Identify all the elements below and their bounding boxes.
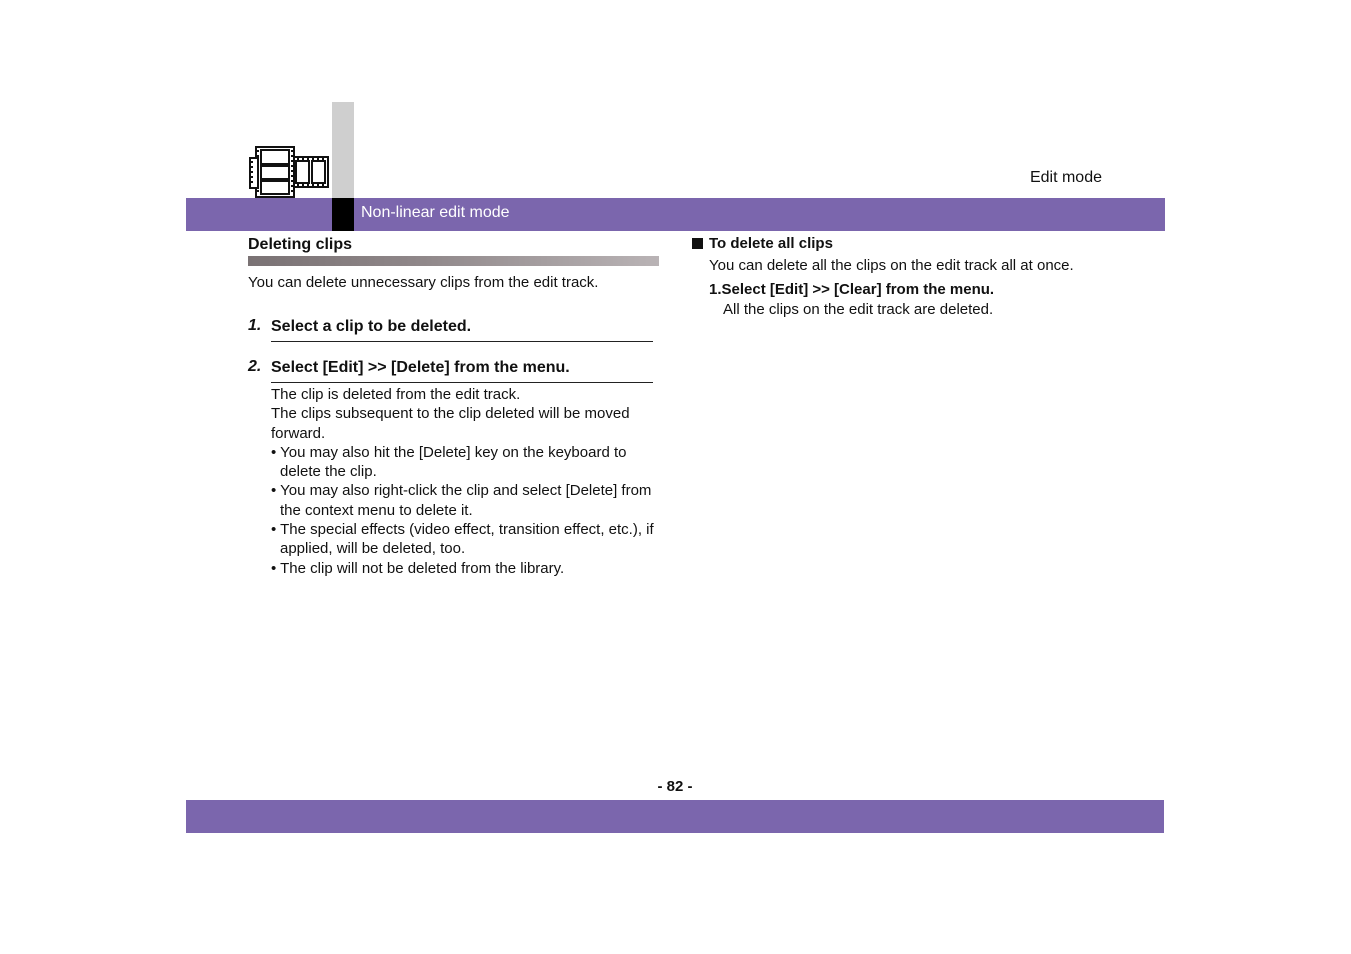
page-heading: Deleting clips	[248, 236, 353, 253]
body-line: The clips subsequent to the clip deleted will be moved forward.	[271, 405, 630, 442]
subsection-heading: To delete all clips	[709, 235, 833, 252]
heading-underline	[248, 256, 659, 266]
section-title: Non-linear edit mode	[361, 204, 510, 221]
step-divider	[271, 341, 653, 342]
subsection-result: All the clips on the edit track are deleted.	[723, 301, 994, 318]
body-line: The clip is deleted from the edit track.	[271, 386, 521, 403]
step-title: Select [Edit] >> [Delete] from the menu.	[271, 359, 570, 376]
subsection-step: 1.Select [Edit] >> [Clear] from the menu.	[709, 281, 995, 298]
page-number: - 82 -	[657, 778, 693, 795]
list-item: • The special effects (video effect, transition effect, etc.), if applied, will be deleted, too.	[271, 521, 654, 558]
notes-list	[271, 443, 661, 578]
step-number: 1.	[248, 317, 262, 334]
list-item: • You may also right-click the clip and select [Delete] from the context menu to delete it.	[271, 482, 652, 519]
step-divider	[271, 382, 653, 383]
header-black-tab	[332, 198, 354, 231]
list-item: • The clip will not be deleted from the library.	[271, 559, 565, 577]
subsection-intro: You can delete all the clips on the edit track all at once.	[709, 257, 1074, 274]
mode-label: Edit mode	[1029, 169, 1102, 186]
intro-text: You can delete unnecessary clips from the edit track.	[248, 274, 599, 291]
step-title: Select a clip to be deleted.	[271, 318, 472, 335]
step-number: 2.	[248, 358, 262, 375]
footer-bar	[186, 800, 1164, 833]
step-body	[271, 385, 661, 578]
list-item: • You may also hit the [Delete] key on the keyboard to delete the clip.	[271, 443, 627, 481]
square-bullet-icon	[692, 238, 703, 249]
header-gray-tab	[332, 102, 354, 198]
film-strip-icon	[248, 145, 330, 199]
